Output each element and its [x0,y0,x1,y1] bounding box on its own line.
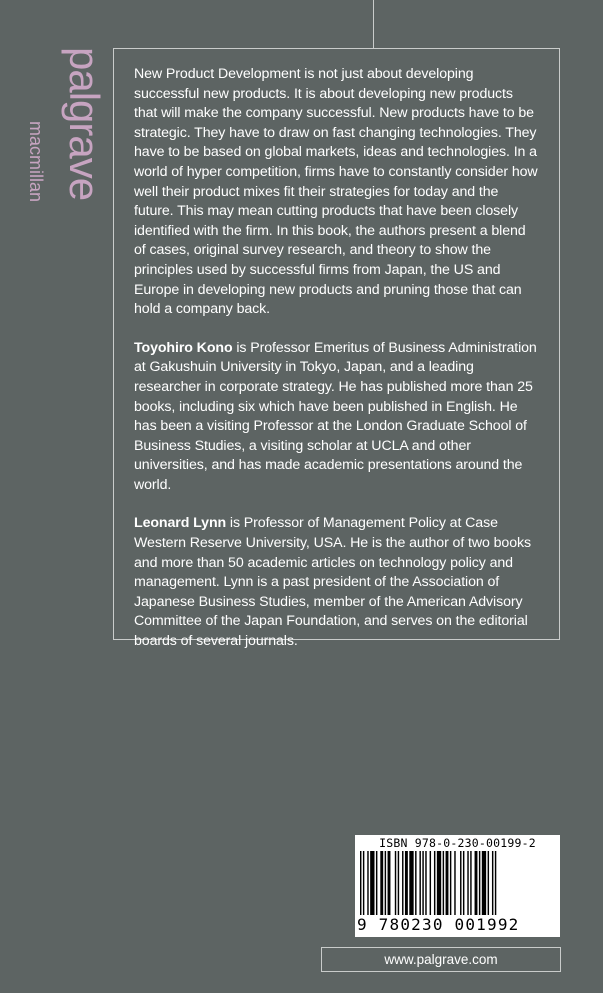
barcode-bar [376,851,377,915]
barcode-bar [367,851,368,915]
barcode-bar [385,851,386,915]
author-bio-lynn [134,514,539,651]
barcode-bar [470,851,471,915]
barcode-bar [463,851,464,915]
publisher-logo [22,43,108,233]
author-bio-text: is Professor of Management Policy at Case Western Reserve University, USA. He is the author of two books and more than 50 academic articles on technology policy and management. Lynn is a past president of the Association of Japanese Business Studies, member of the American Advisory Committee of the Japan Foundation, and serves on the editorial boards of several journals. [134,515,531,650]
author-name: Leonard Lynn [134,515,227,532]
barcode-bar [492,851,493,915]
logo-wordmark: palgrave [61,47,108,201]
barcode-bar [479,851,480,915]
barcode-bar [446,851,449,915]
barcode-bar [370,851,374,915]
author-name: Toyohiro Kono [134,339,233,356]
barcode-bar [422,851,423,915]
isbn-label: ISBN 978-0-230-00199-2 [379,836,536,850]
barcode-bar [454,851,455,915]
barcode-bar [415,851,416,915]
barcode-bar [398,851,399,915]
barcode-bar [388,851,391,915]
back-cover-text-panel [113,48,560,650]
isbn-barcode [355,835,560,937]
barcode-bar [395,851,396,915]
barcode-bar [409,851,413,915]
barcode-bar [467,851,468,915]
barcode-bar [488,851,489,915]
website-link[interactable]: www.palgrave.com [321,947,561,972]
book-description: New Product Development is not just about developing successful new products. It is about developing new products that will make the company successful. New products have to be strategic. They have to draw on fast changing technologies. They have to be based on global markets, ideas and technologies. In a world of hyper competition, firms have to constantly consider how well their product mixes fit their strategies for today and the future. This may mean cutting products that have been closely identified with the firm. In this book, the authors present a blend of cases, original survey research, and theory to show the principles used by successful firms from Japan, the US and Europe in developing new products and pruning those that can hold a company back. [134,66,538,318]
barcode-bar [437,851,441,915]
barcode-bar [443,851,444,915]
barcode-bar [475,851,478,915]
barcode-bar [450,851,451,915]
barcode-bar [380,851,383,915]
barcode-bar [360,851,361,915]
author-bio-kono [134,339,539,496]
barcode-bar [363,851,364,915]
isbn-digits: 9 780230 001992 [357,915,520,934]
barcode-bar [434,851,435,915]
barcode-bar [495,851,496,915]
barcode-bar [419,851,420,915]
barcode-bars [360,851,556,915]
author-bio-text: is Professor Emeritus of Business Administration at Gakushuin University in Tokyo, Japan, and a leading researcher in corporate strategy. He has published more than 25 books, including six which have been published in English. He has been a visiting Professor at the London Graduate School of Business Studies, a visiting scholar at UCLA and other universities, and has made academic presentations around the world. [134,339,537,493]
barcode-bar [460,851,461,915]
barcode-bar [405,851,408,915]
barcode-bar [402,851,403,915]
logo-subtitle: macmillan [26,121,46,203]
spine-divider [373,0,374,48]
barcode-bar [425,851,426,915]
barcode-bar [430,851,431,915]
barcode-bar [482,851,486,915]
